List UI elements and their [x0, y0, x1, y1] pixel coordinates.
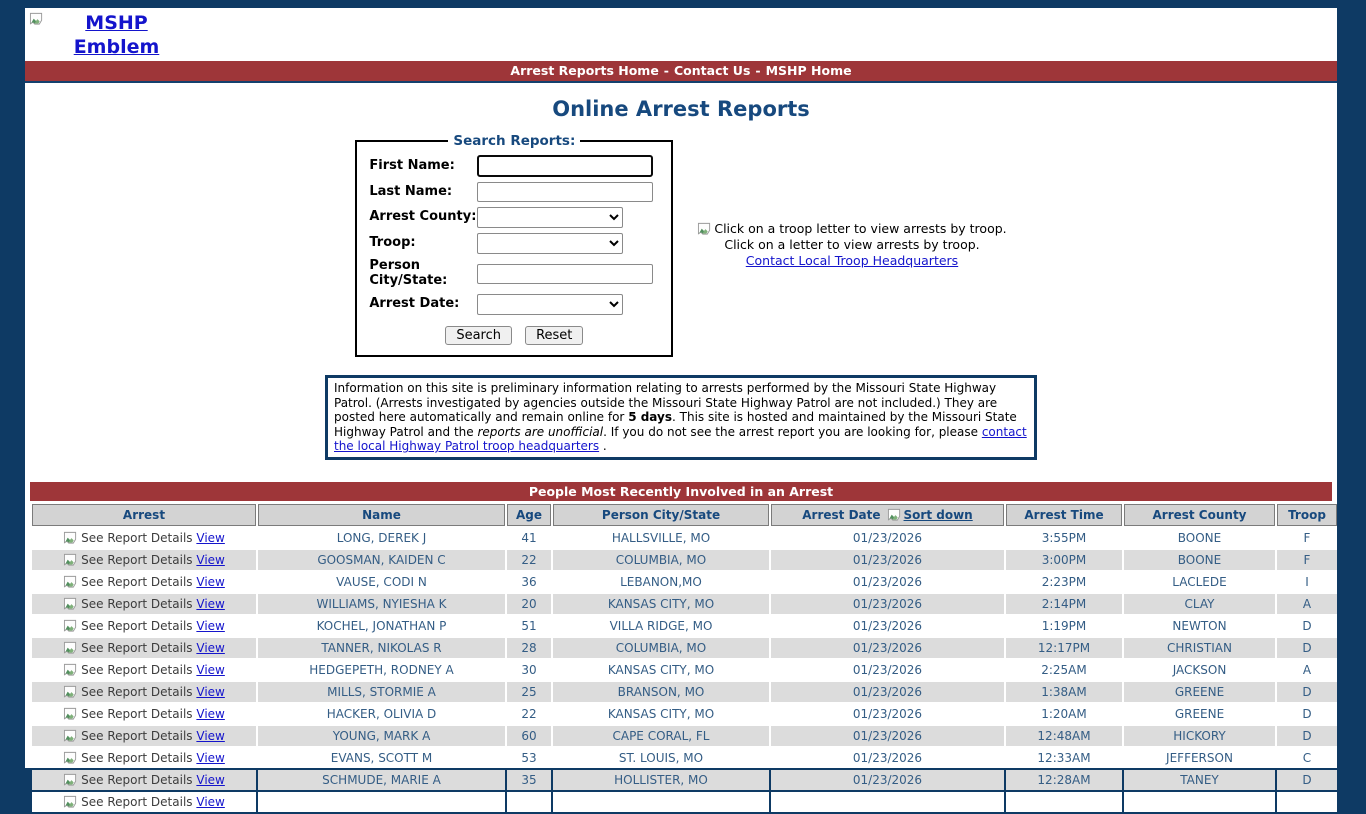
- cell-time: 12:17PM: [1006, 638, 1122, 658]
- person-city-state-label: Person City/State:: [369, 258, 448, 288]
- disclaimer-text: . If you do not see the arrest report you are looking for, please: [603, 424, 982, 439]
- cell-age: 22: [507, 550, 551, 570]
- cell-time: 1:20AM: [1006, 704, 1122, 724]
- cell-age: 51: [507, 616, 551, 636]
- cell-city: ST. LOUIS, MO: [553, 748, 769, 768]
- disclaimer-bold-5-days: 5 days: [628, 410, 672, 425]
- disclaimer-italic-unofficial: reports are unofficial: [477, 424, 604, 439]
- nav-separator: -: [755, 63, 761, 78]
- cell-date: 01/23/2026: [771, 660, 1004, 680]
- cell-age: 25: [507, 682, 551, 702]
- search-reports-form: [355, 133, 673, 357]
- table-row: [32, 704, 1337, 724]
- report-details-broken-image-icon: [63, 597, 78, 611]
- cell-date: [771, 792, 1004, 812]
- cell-date: 01/23/2026: [771, 770, 1004, 790]
- first-name-input[interactable]: [477, 155, 653, 177]
- cell-city: BRANSON, MO: [553, 682, 769, 702]
- first-name-label: First Name:: [369, 157, 455, 173]
- cell-troop: A: [1277, 660, 1337, 680]
- see-details-label: See Report Details: [81, 663, 193, 677]
- see-details-label: See Report Details: [81, 575, 193, 589]
- view-link[interactable]: View: [196, 707, 225, 721]
- cell-date: 01/23/2026: [771, 682, 1004, 702]
- see-details-label: See Report Details: [81, 685, 193, 699]
- cell-date: 01/23/2026: [771, 616, 1004, 636]
- table-row: [32, 748, 1337, 768]
- troop-map-broken-image-icon[interactable]: [697, 222, 712, 236]
- view-link[interactable]: View: [196, 773, 225, 787]
- cell-arrest-action: [32, 726, 256, 746]
- cell-age: 20: [507, 594, 551, 614]
- cell-troop: D: [1277, 638, 1337, 658]
- search-section: [25, 133, 1337, 357]
- cell-date: 01/23/2026: [771, 572, 1004, 592]
- table-row: [32, 594, 1337, 614]
- cell-troop: [1277, 792, 1337, 812]
- troop-select[interactable]: [477, 233, 623, 254]
- cell-troop: A: [1277, 594, 1337, 614]
- contact-local-troop-link[interactable]: contact the local Highway Patrol troop headquarters: [334, 424, 1027, 454]
- cell-date: 01/23/2026: [771, 528, 1004, 548]
- person-city-state-input[interactable]: [477, 264, 653, 284]
- col-header-arrest-county: Arrest County: [1124, 504, 1275, 526]
- cell-county: [1124, 792, 1275, 812]
- cell-arrest-action: [32, 748, 256, 768]
- arrest-table-body: [32, 528, 1337, 812]
- see-details-label: See Report Details: [81, 597, 193, 611]
- search-form-legend: Search Reports:: [453, 133, 576, 149]
- cell-city: CAPE CORAL, FL: [553, 726, 769, 746]
- cell-troop: F: [1277, 550, 1337, 570]
- cell-time: 3:55PM: [1006, 528, 1122, 548]
- search-button[interactable]: Search: [445, 326, 512, 345]
- masthead: [25, 8, 1337, 61]
- cell-name: YOUNG, MARK A: [258, 726, 505, 746]
- table-row: [32, 616, 1337, 636]
- report-details-broken-image-icon: [63, 575, 78, 589]
- cell-arrest-action: [32, 770, 256, 790]
- cell-troop: C: [1277, 748, 1337, 768]
- cell-name: WILLIAMS, NYIESHA K: [258, 594, 505, 614]
- report-details-broken-image-icon: [63, 795, 78, 809]
- col-header-arrest-time: Arrest Time: [1006, 504, 1122, 526]
- view-link[interactable]: View: [196, 553, 225, 567]
- troop-map-panel: [697, 221, 1006, 270]
- cell-arrest-action: [32, 660, 256, 680]
- cell-arrest-action: [32, 704, 256, 724]
- cell-county: CHRISTIAN: [1124, 638, 1275, 658]
- cell-name: TANNER, NIKOLAS R: [258, 638, 505, 658]
- see-details-label: See Report Details: [81, 795, 193, 809]
- see-details-label: See Report Details: [81, 729, 193, 743]
- cell-troop: D: [1277, 682, 1337, 702]
- view-link[interactable]: View: [196, 663, 225, 677]
- cell-age: 30: [507, 660, 551, 680]
- cell-county: GREENE: [1124, 682, 1275, 702]
- top-navbar: [25, 61, 1337, 83]
- cell-troop: I: [1277, 572, 1337, 592]
- table-row: [32, 792, 1337, 812]
- cell-name: VAUSE, CODI N: [258, 572, 505, 592]
- cell-troop: F: [1277, 528, 1337, 548]
- cell-county: NEWTON: [1124, 616, 1275, 636]
- arrest-table-section: [25, 482, 1337, 814]
- cell-troop: D: [1277, 704, 1337, 724]
- cell-date: 01/23/2026: [771, 726, 1004, 746]
- cell-age: 22: [507, 704, 551, 724]
- troop-label: Troop:: [369, 235, 416, 251]
- disclaimer-text: Information on this site is preliminary information relating to arrests performed by the Missouri State Highway Patrol. (Arrests investigated by agencies outside the Missouri State Highway Patrol are not included.) They are posted here automatically and remain online for: [334, 380, 998, 425]
- cell-age: 60: [507, 726, 551, 746]
- report-details-broken-image-icon: [63, 707, 78, 721]
- cell-date: 01/23/2026: [771, 594, 1004, 614]
- table-row: [32, 528, 1337, 548]
- report-details-broken-image-icon: [63, 619, 78, 633]
- arrest-date-select[interactable]: [477, 294, 623, 315]
- cell-city: COLUMBIA, MO: [553, 550, 769, 570]
- cell-name: LONG, DEREK J: [258, 528, 505, 548]
- cell-city: [553, 792, 769, 812]
- cell-city: KANSAS CITY, MO: [553, 594, 769, 614]
- cell-city: HOLLISTER, MO: [553, 770, 769, 790]
- page-title: Online Arrest Reports: [552, 97, 810, 121]
- cell-name: GOOSMAN, KAIDEN C: [258, 550, 505, 570]
- cell-age: 28: [507, 638, 551, 658]
- table-row: [32, 770, 1337, 790]
- col-header-person-city-state: Person City/State: [553, 504, 769, 526]
- cell-arrest-action: [32, 550, 256, 570]
- cell-name: [258, 792, 505, 812]
- cell-troop: D: [1277, 616, 1337, 636]
- report-details-broken-image-icon: [63, 729, 78, 743]
- last-name-label: Last Name:: [369, 183, 453, 199]
- table-row: [32, 572, 1337, 592]
- cell-troop: D: [1277, 726, 1337, 746]
- cell-age: 41: [507, 528, 551, 548]
- report-details-broken-image-icon: [63, 773, 78, 787]
- see-details-label: See Report Details: [81, 619, 193, 633]
- view-link[interactable]: View: [196, 729, 225, 743]
- cell-time: 12:33AM: [1006, 748, 1122, 768]
- report-details-broken-image-icon: [63, 531, 78, 545]
- sort-broken-image-icon: [887, 508, 902, 522]
- cell-arrest-action: [32, 792, 256, 812]
- mshp-emblem-link[interactable]: MSHP Emblem: [73, 12, 160, 58]
- report-details-broken-image-icon: [63, 751, 78, 765]
- cell-city: VILLA RIDGE, MO: [553, 616, 769, 636]
- cell-time: 12:28AM: [1006, 770, 1122, 790]
- troop-map-alt-text: Click on a troop letter to view arrests by troop.: [714, 220, 1007, 236]
- cell-arrest-action: [32, 682, 256, 702]
- see-details-label: See Report Details: [81, 773, 193, 787]
- arrest-date-label: Arrest Date:: [369, 295, 460, 311]
- nav-separator: -: [663, 63, 669, 78]
- view-link[interactable]: View: [196, 619, 225, 633]
- cell-name: MILLS, STORMIE A: [258, 682, 505, 702]
- table-row: [32, 550, 1337, 570]
- cell-time: 3:00PM: [1006, 550, 1122, 570]
- cell-name: EVANS, SCOTT M: [258, 748, 505, 768]
- cell-time: 2:25AM: [1006, 660, 1122, 680]
- mshp-emblem: [29, 12, 189, 60]
- disclaimer-text: .: [599, 439, 607, 454]
- disclaimer-box: [325, 375, 1037, 460]
- col-header-arrest: Arrest: [32, 504, 256, 526]
- nav-mshp-home[interactable]: MSHP Home: [765, 63, 852, 78]
- cell-county: LACLEDE: [1124, 572, 1275, 592]
- view-link[interactable]: View: [196, 641, 225, 655]
- report-details-broken-image-icon: [63, 641, 78, 655]
- see-details-label: See Report Details: [81, 531, 193, 545]
- cell-arrest-action: [32, 594, 256, 614]
- cell-date: 01/23/2026: [771, 704, 1004, 724]
- cell-arrest-action: [32, 572, 256, 592]
- cell-name: HACKER, OLIVIA D: [258, 704, 505, 724]
- see-details-label: See Report Details: [81, 553, 193, 567]
- cell-county: BOONE: [1124, 550, 1275, 570]
- cell-city: LEBANON,MO: [553, 572, 769, 592]
- cell-time: 1:38AM: [1006, 682, 1122, 702]
- table-header-row: [32, 504, 1337, 526]
- troop-map-caption: Click on a letter to view arrests by troop.: [724, 236, 980, 252]
- see-details-label: See Report Details: [81, 751, 193, 765]
- cell-time: 1:19PM: [1006, 616, 1122, 636]
- cell-name: KOCHEL, JONATHAN P: [258, 616, 505, 636]
- table-row: [32, 638, 1337, 658]
- col-header-troop: Troop: [1277, 504, 1337, 526]
- cell-county: GREENE: [1124, 704, 1275, 724]
- report-details-broken-image-icon: [63, 663, 78, 677]
- nav-contact-us[interactable]: Contact Us: [674, 63, 751, 78]
- view-link[interactable]: View: [196, 531, 225, 545]
- cell-name: HEDGEPETH, RODNEY A: [258, 660, 505, 680]
- table-banner: People Most Recently Involved in an Arrest: [30, 482, 1332, 501]
- view-link[interactable]: View: [196, 751, 225, 765]
- cell-county: TANEY: [1124, 770, 1275, 790]
- cell-age: 36: [507, 572, 551, 592]
- sort-down-link[interactable]: Sort down: [903, 508, 973, 522]
- view-link[interactable]: View: [196, 575, 225, 589]
- report-details-broken-image-icon: [63, 685, 78, 699]
- cell-age: 35: [507, 770, 551, 790]
- cell-arrest-action: [32, 616, 256, 636]
- view-link[interactable]: View: [196, 685, 225, 699]
- cell-city: KANSAS CITY, MO: [553, 704, 769, 724]
- cell-arrest-action: [32, 528, 256, 548]
- cell-city: KANSAS CITY, MO: [553, 660, 769, 680]
- table-row: [32, 660, 1337, 680]
- cell-county: JEFFERSON: [1124, 748, 1275, 768]
- arrest-county-label: Arrest County:: [369, 209, 477, 225]
- nav-arrest-reports-home[interactable]: Arrest Reports Home: [510, 63, 659, 78]
- table-row: [32, 682, 1337, 702]
- col-header-name: Name: [258, 504, 505, 526]
- reset-button[interactable]: Reset: [525, 326, 583, 345]
- disclaimer-text: . This site is hosted and maintained by the Missouri State Highway Patrol and the: [334, 410, 1017, 439]
- cell-date: 01/23/2026: [771, 748, 1004, 768]
- cell-county: JACKSON: [1124, 660, 1275, 680]
- cell-arrest-action: [32, 638, 256, 658]
- see-details-label: See Report Details: [81, 707, 193, 721]
- cell-date: 01/23/2026: [771, 638, 1004, 658]
- cell-age: 53: [507, 748, 551, 768]
- report-details-broken-image-icon: [63, 553, 78, 567]
- cell-time: [1006, 792, 1122, 812]
- cell-troop: D: [1277, 770, 1337, 790]
- col-header-age: Age: [507, 504, 551, 526]
- arrest-table: [30, 502, 1339, 814]
- cell-date: 01/23/2026: [771, 550, 1004, 570]
- cell-city: HALLSVILLE, MO: [553, 528, 769, 548]
- cell-name: SCHMUDE, MARIE A: [258, 770, 505, 790]
- arrest-county-select[interactable]: [477, 207, 623, 228]
- cell-time: 2:14PM: [1006, 594, 1122, 614]
- view-link[interactable]: View: [196, 597, 225, 611]
- cell-county: HICKORY: [1124, 726, 1275, 746]
- see-details-label: See Report Details: [81, 641, 193, 655]
- cell-city: COLUMBIA, MO: [553, 638, 769, 658]
- cell-time: 2:23PM: [1006, 572, 1122, 592]
- cell-time: 12:48AM: [1006, 726, 1122, 746]
- cell-county: BOONE: [1124, 528, 1275, 548]
- view-link[interactable]: View: [196, 795, 225, 809]
- table-row: [32, 726, 1337, 746]
- last-name-input[interactable]: [477, 182, 653, 202]
- cell-age: [507, 792, 551, 812]
- cell-county: CLAY: [1124, 594, 1275, 614]
- broken-image-icon: [29, 12, 44, 26]
- col-header-arrest-date: Arrest Date Sort down: [771, 504, 1004, 526]
- content-area: [25, 8, 1337, 809]
- contact-troop-headquarters-link[interactable]: Contact Local Troop Headquarters: [745, 253, 959, 269]
